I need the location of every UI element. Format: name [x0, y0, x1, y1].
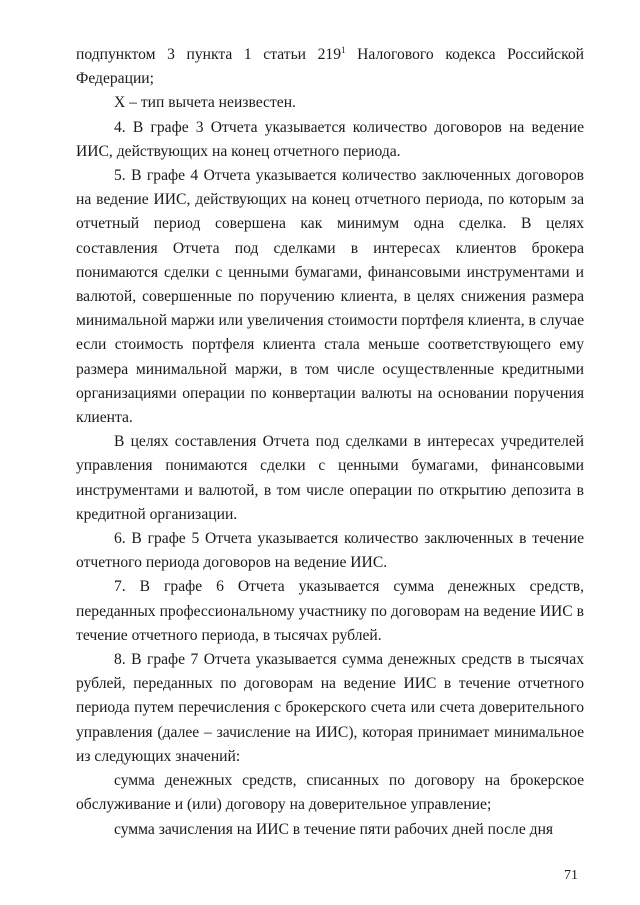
paragraph-value-option-2: сумма зачисления на ИИС в течение пяти рабочих дней после дня — [114, 820, 554, 838]
paragraph-text: подпунктом 3 пункта 1 статьи 219 — [76, 46, 342, 63]
superscript-index: 1 — [341, 45, 346, 55]
paragraph-item-5: 5. В графе 4 Отчета указывается количество заключенных договоров на ведение ИИС, действующих на конец отчетного периода, по которым за отчетный период совершена как минимум одна сделка. В целях составления Отчета под сделками в интересах клиентов брокера понимаются сделки с ценными бумагами, финансовыми инструментами и валютой, совершенные по поручению клиента, в целях снижения размера минимальной маржи или увеличения стоимости портфеля клиента, в случае если стоимость портфеля клиента стала меньше соответствующего ему размера минимальной маржи, в том числе осуществленные кредитными организациями операции по конвертации валюты на основании поручения клиента. — [76, 167, 584, 427]
paragraph-value-option-1: сумма денежных средств, списанных по договору на брокерское обслуживание и (или) договору на доверительное управление; — [76, 772, 584, 814]
paragraph-item-8: 8. В графе 7 Отчета указывается сумма денежных средств в тысячах рублей, переданных по договорам на ведение ИИС в течение отчетного периода путем перечисления с брокерского счета или счета доверительного управления (далее – зачисление на ИИС), которая принимает минимальное из следующих значений: — [76, 651, 584, 765]
page-number: 71 — [564, 868, 578, 883]
paragraph-trustee-deals: В целях составления Отчета под сделками в интересах учредителей управления понимаются сделки с ценными бумагами, финансовыми инструментами и валютой, в том числе операции по открытию депозита в кредитной организации. — [76, 433, 584, 523]
paragraph-deduction-type-unknown: X – тип вычета неизвестен. — [114, 94, 296, 112]
document-body — [76, 43, 584, 842]
paragraph-item-6: 6. В графе 5 Отчета указывается количество заключенных в течение отчетного периода договоров на ведение ИИС. — [76, 530, 584, 572]
paragraph-item-7: 7. В графе 6 Отчета указывается сумма денежных средств, переданных профессиональному участнику по договорам на ведение ИИС в течение отчетного периода, в тысячах рублей. — [76, 578, 584, 644]
paragraph-text: Налогового кодекса Российской Федерации; — [76, 46, 584, 88]
paragraph-item-4: 4. В графе 3 Отчета указывается количество договоров на ведение ИИС, действующих на конец отчетного периода. — [76, 118, 584, 160]
paragraph-tax-code-reference — [76, 43, 584, 91]
